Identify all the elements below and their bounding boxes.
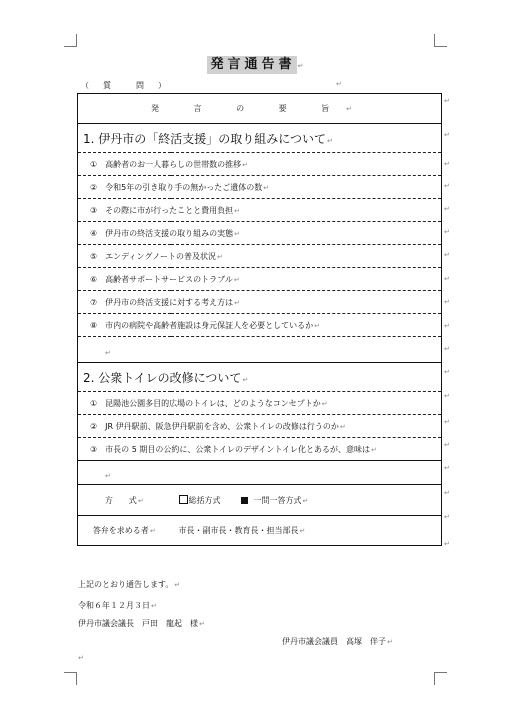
paragraph-mark-icon: ↵: [444, 251, 450, 259]
paragraph-mark-icon: ↵: [336, 80, 342, 88]
blank-row: [78, 337, 442, 363]
paragraph-mark-icon: ↵: [234, 206, 241, 215]
date-line[interactable]: 令和６年１２月３日↵: [78, 601, 157, 610]
paragraph-mark-icon: ↵: [321, 399, 328, 408]
table-header-text: 発 言 の 要 旨: [150, 104, 346, 113]
paragraph-mark-icon: ↵: [149, 527, 156, 535]
list-item: [78, 222, 442, 245]
crop-mark-top-left: [64, 34, 77, 47]
paragraph-mark-icon: ↵: [444, 275, 450, 283]
paragraph-mark-icon: ↵: [346, 105, 369, 113]
paragraph-mark-icon: ↵: [242, 375, 249, 384]
paragraph-mark-icon: ↵: [444, 298, 450, 306]
table-header-cell[interactable]: [78, 94, 442, 124]
responder-value-cell[interactable]: [171, 516, 442, 546]
list-item: [78, 153, 442, 176]
blank-line-cell[interactable]: [78, 337, 442, 363]
paragraph-mark-icon: ↵: [174, 581, 181, 589]
method-label: 方 式↵: [78, 485, 171, 516]
paragraph-mark-icon: ↵: [444, 368, 450, 376]
section-1-item-5[interactable]: ⑤ エンディングノートの普及状況↵: [78, 245, 442, 268]
paragraph-mark-icon: ↵: [339, 422, 346, 431]
paragraph-mark-icon: ↵: [444, 441, 450, 449]
section-heading-row: [78, 124, 442, 153]
section-2-item-3[interactable]: ③ 市長の 5 期目の公約に、公衆トイレのデザイントイレ化とあるが、意味は↵: [78, 438, 442, 461]
paragraph-mark-icon: ↵: [234, 298, 241, 307]
document-title[interactable]: 発言通告書: [207, 56, 297, 74]
section-1-item-2[interactable]: ② 令和5年の引き取り手の無かったご遺体の数↵: [78, 176, 442, 199]
method-option-summary: 総括方式: [188, 495, 221, 505]
paragraph-mark-icon: ↵: [137, 496, 144, 505]
section-1-item-8[interactable]: ⑧ 市内の病院や高齢者施設は身元保証人を必要としているか↵: [78, 314, 442, 337]
method-row: [78, 485, 442, 516]
list-item: [78, 291, 442, 314]
crop-mark-top-right: [434, 34, 447, 47]
checkbox-checked-icon[interactable]: [241, 497, 248, 504]
paragraph-mark-icon: ↵: [233, 275, 240, 284]
section-1-item-1[interactable]: ① 高齢者のお一人暮らしの世帯数の推移↵: [78, 153, 442, 176]
paragraph-mark-icon: ↵: [444, 182, 450, 190]
paragraph-mark-icon: ↵: [216, 252, 223, 261]
paragraph-mark-icon: ↵: [444, 345, 450, 353]
section-2-item-1[interactable]: ① 昆陽池公園多目的広場のトイレは、どのようなコンセプトか↵: [78, 392, 442, 415]
paragraph-mark-icon: ↵: [444, 464, 450, 472]
paragraph-mark-icon: ↵: [234, 229, 241, 238]
paragraph-mark-icon: ↵: [242, 160, 249, 169]
list-item: [78, 268, 442, 291]
paragraph-mark-icon: ↵: [151, 602, 157, 610]
paragraph-mark-icon: ↵: [444, 322, 450, 330]
method-option-qa: 一問一答方式: [253, 495, 302, 505]
list-item: [78, 415, 442, 438]
section-heading-1[interactable]: 1. 伊丹市の「終活支援」の取り組みについて↵: [78, 124, 442, 153]
notice-line[interactable]: 上記のとおり通告します。↵: [78, 580, 181, 589]
list-item: [78, 438, 442, 461]
responder-value: 市長・副市長・教育長・担当部長: [178, 526, 299, 535]
paragraph-mark-icon: ↵: [444, 513, 450, 521]
list-item: [78, 245, 442, 268]
list-item: [78, 199, 442, 222]
question-label[interactable]: （ 質 問 ）: [81, 81, 169, 90]
paragraph-mark-icon: ↵: [302, 496, 309, 505]
section-heading-2[interactable]: 2. 公衆トイレの改修について↵: [78, 363, 442, 392]
list-item: [78, 176, 442, 199]
list-item: [78, 392, 442, 415]
paragraph-mark-icon: ↵: [444, 540, 450, 548]
paragraph-mark-icon: ↵: [105, 349, 111, 357]
responder-label: 答弁を求める者↵: [78, 516, 171, 546]
crop-mark-bottom-left: [64, 672, 77, 685]
paragraph-mark-icon: ↵: [199, 620, 205, 628]
table-header-row: [78, 94, 442, 124]
section-1-item-6[interactable]: ⑥ 高齢者サポートサービスのトラブル↵: [78, 268, 442, 291]
paragraph-mark-icon: ↵: [314, 321, 321, 330]
crop-mark-bottom-right: [434, 672, 447, 685]
paragraph-mark-icon: ↵: [263, 183, 270, 192]
paragraph-mark-icon: ↵: [327, 136, 333, 145]
section-1-item-4[interactable]: ④ 伊丹市の終活支援の取り組みの実態↵: [78, 222, 442, 245]
paragraph-mark-icon: ↵: [387, 638, 393, 646]
notice-table: [77, 93, 442, 546]
method-options: [171, 485, 442, 516]
addressee-line[interactable]: 伊丹市議会議長 戸田 龍起 様↵: [78, 619, 205, 628]
paragraph-mark-icon: ↵: [444, 392, 450, 400]
section-1-item-7[interactable]: ⑦ 伊丹市の終活支援に対する考え方は↵: [78, 291, 442, 314]
checkbox-unchecked-icon[interactable]: [179, 495, 188, 504]
paragraph-mark-icon: ↵: [444, 205, 450, 213]
sender-line[interactable]: 伊丹市議会議員 高塚 伴子↵: [282, 637, 393, 646]
paragraph-mark-icon: ↵: [444, 489, 450, 497]
paragraph-mark-icon: ↵: [297, 62, 304, 70]
paragraph-mark-icon: ↵: [299, 527, 306, 535]
paragraph-mark-icon: ↵: [444, 418, 450, 426]
paragraph-mark-icon: ↵: [444, 97, 450, 105]
paragraph-mark-icon: ↵: [444, 131, 450, 139]
section-1-item-3[interactable]: ③ その際に市が行ったことと費用負担↵: [78, 199, 442, 222]
paragraph-mark-icon: ↵: [444, 160, 450, 168]
responder-row: [78, 516, 442, 546]
title-row: [0, 53, 510, 74]
section-2-item-2[interactable]: ② JR 伊丹駅前、阪急伊丹駅前を含め、公衆トイレの改修は行うのか↵: [78, 415, 442, 438]
blank-row: [78, 461, 442, 485]
paragraph-mark-icon: ↵: [370, 445, 377, 454]
blank-line-cell[interactable]: [78, 461, 442, 485]
list-item: [78, 314, 442, 337]
paragraph-mark-icon: ↵: [444, 228, 450, 236]
section-heading-row: [78, 363, 442, 392]
paragraph-mark-icon: ↵: [78, 654, 84, 662]
paragraph-mark-icon: ↵: [105, 472, 111, 480]
